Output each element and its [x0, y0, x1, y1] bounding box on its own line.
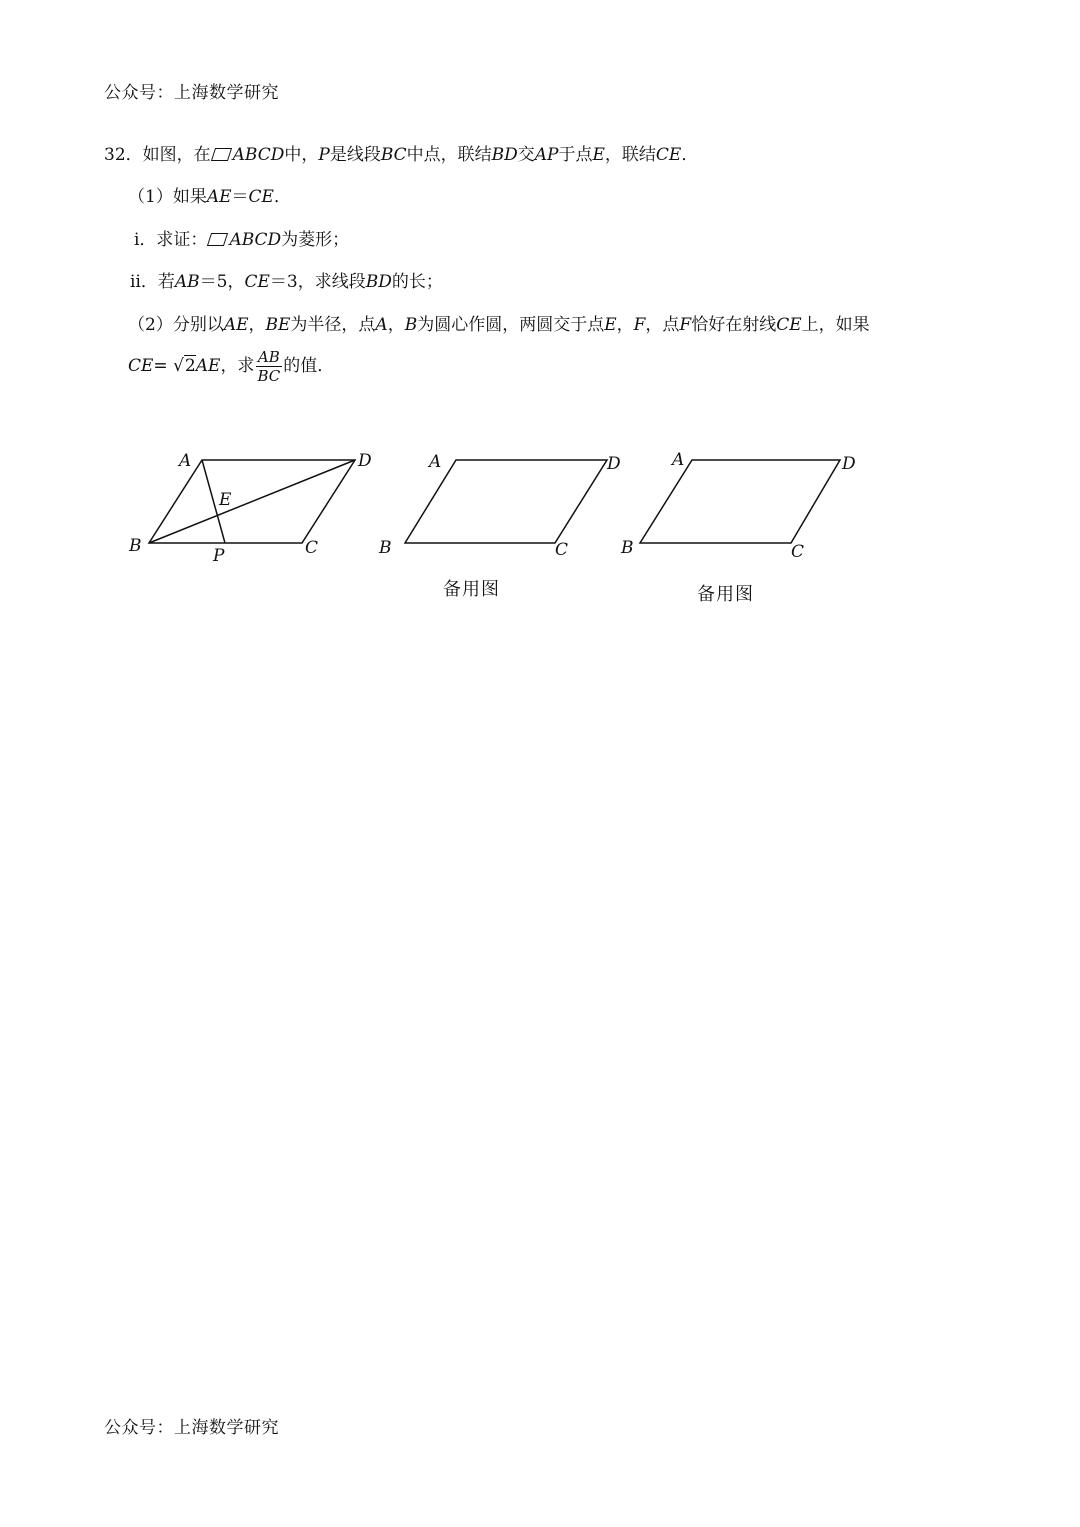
label-b: B — [621, 538, 634, 558]
math: ABCD — [229, 230, 282, 250]
label-d: D — [607, 454, 621, 474]
text: ⅱ．若 — [130, 272, 175, 292]
text: ＝ — [231, 187, 249, 207]
label-c: C — [791, 542, 805, 562]
fraction-numerator: AB — [257, 348, 280, 366]
text: ，点 — [645, 315, 680, 335]
text: 是线段 — [329, 145, 381, 165]
text: 的值． — [283, 356, 335, 376]
math: BE — [265, 315, 291, 335]
label-d: D — [842, 454, 856, 474]
text: ． — [681, 145, 699, 165]
fraction-ab-over-bc — [255, 348, 282, 385]
text: 中， — [284, 145, 319, 165]
label-d: D — [358, 451, 372, 471]
diagonal-bd — [149, 460, 355, 543]
spare-figure-1-caption: 备用图 — [443, 579, 500, 600]
text: ＝3，求线段 — [269, 272, 366, 292]
main-parallelogram-figure — [125, 445, 380, 570]
text: 如图，在 — [142, 145, 211, 165]
text: ． — [273, 187, 291, 207]
text: 为圆心作圆，两圆交于点 — [417, 315, 605, 335]
parallelogram-abcd — [405, 460, 607, 543]
parallelogram-symbol-icon — [207, 233, 228, 246]
label-a: A — [179, 451, 192, 471]
math: AB — [174, 272, 200, 292]
text: 上，如果 — [801, 315, 870, 335]
sub-ii-line — [130, 267, 443, 292]
text: ， — [616, 315, 634, 335]
math: BC — [380, 145, 407, 165]
label-b: B — [129, 536, 142, 556]
parallelogram-symbol-icon — [211, 148, 232, 161]
text: ，联结 — [604, 145, 656, 165]
text: ，求 — [220, 356, 255, 376]
math: B — [404, 315, 418, 335]
text: （1）如果 — [128, 187, 207, 207]
parallelogram-abcd — [640, 460, 840, 543]
spare-figure-1 — [375, 445, 630, 570]
math: AP — [534, 145, 559, 165]
text: 的长； — [391, 272, 443, 292]
math: AE — [223, 315, 249, 335]
header-watermark: 公众号：上海数学研究 — [104, 83, 279, 103]
text: ， — [387, 315, 405, 335]
label-a: A — [429, 452, 442, 472]
spare-figure-2 — [618, 445, 873, 570]
math: P — [318, 145, 330, 165]
text: 为菱形； — [281, 230, 350, 250]
label-p: P — [213, 546, 225, 566]
math: CE — [248, 187, 274, 207]
math: E — [592, 145, 605, 165]
label-a: A — [672, 450, 685, 470]
problem-intro-line — [104, 140, 698, 165]
label-b: B — [379, 538, 392, 558]
part2-line-2 — [128, 348, 334, 385]
text: ⅰ．求证： — [134, 230, 208, 250]
math: CE — [655, 145, 682, 165]
text: 交 — [517, 145, 535, 165]
math: BD — [491, 145, 518, 165]
footer-watermark: 公众号：上海数学研究 — [104, 1418, 279, 1438]
problem-number: 32． — [104, 145, 143, 165]
math: CE — [128, 356, 154, 376]
text: ＝5， — [199, 272, 245, 292]
label-c: C — [555, 540, 569, 560]
sqrt-argument: 2 — [184, 356, 196, 376]
text: ， — [248, 315, 266, 335]
text: 于点 — [558, 145, 593, 165]
math: AE — [206, 187, 232, 207]
label-c: C — [305, 538, 319, 558]
text: （2）分别以 — [128, 315, 224, 335]
text: 中点，联结 — [406, 145, 492, 165]
fraction-denominator: BC — [257, 367, 281, 385]
math: CE — [244, 272, 270, 292]
math: AE — [195, 356, 221, 376]
sqrt-symbol: √ — [173, 356, 184, 376]
text: 恰好在射线 — [691, 315, 777, 335]
text: 为半径，点 — [290, 315, 376, 335]
math: E — [604, 315, 617, 335]
text: = — [153, 356, 168, 376]
math: F — [679, 315, 692, 335]
math: ABCD — [232, 145, 285, 165]
label-e: E — [219, 490, 232, 510]
part2-line — [128, 310, 870, 335]
math: CE — [776, 315, 802, 335]
sub-i-line — [134, 225, 349, 250]
part1-line — [128, 182, 291, 207]
math: BD — [365, 272, 392, 292]
math: A — [375, 315, 388, 335]
spare-figure-2-caption: 备用图 — [697, 584, 754, 605]
math: F — [633, 315, 646, 335]
